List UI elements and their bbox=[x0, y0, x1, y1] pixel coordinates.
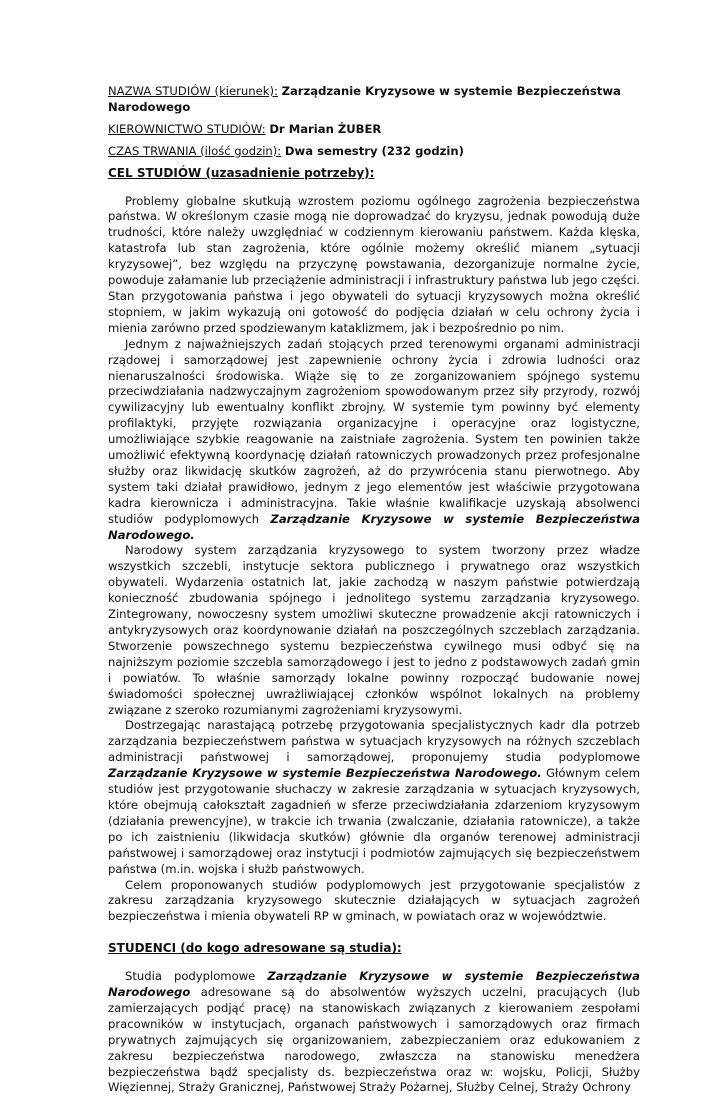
students-heading: STUDENCI (do kogo adresowane są studia): bbox=[108, 941, 402, 956]
goal-paragraph-2-text: Jednym z najważniejszych zadań stojących przed terenowymi organami administracji rządowej i samorządowej jest zapewnienie ochrony życia i zdrowia ludności oraz nienaruszalności środowiska. Wiąże się to ze zorganizowaniem spójnego systemu przeciwdziałania nadzwyczajnym zagrożeniom spowodowanym przez siły przyrody, rozwój cywilizacyjny lub ewentualny konflikt zbrojny. W systemie tym powinny być elementy profilaktyki, przyjęte rozwiązania organizacyjne i operacyjne oraz logistyczne, umożliwiające szybkie reagowanie na zaistniałe zagrożenia. System ten powinien także umożliwić efektywną koordynację działań ratowniczych prowadzonych przez profesjonalne służby oraz likwidację skutków zagrożeń, aż do przywrócenia stanu pierwotnego. Aby system taki działał prawidłowo, jednym z jego elementów jest właściwie przygotowana kadra kierownicza i administracyjna. Takie właśnie kwalifikacje uzyskają absolwenci studiów podyplomowych bbox=[108, 336, 640, 526]
students-paragraph-1-text-a: Studia podyplomowe bbox=[125, 969, 256, 984]
goal-paragraph-4-text-b: Głównym celem studiów jest przygotowanie słuchaczy w zakresie zarządzania w sytuacjach kryzysowych, które obejmują całokształt zagadnień w sferze przeciwdziałania zdarzeniom kryzysowym (działania prewencyjne), w trakcie ich trwania (zwalczanie, działania ratownicze), a także po ich zaistnieniu (likwidacja skutków) głównie dla organów terenowej administracji państwowej i samorządowej oraz instytucji i podmiotów zajmujących się bezpieczeństwem państwa (m.in. wojska i służb państwowych. bbox=[108, 766, 640, 876]
management-line bbox=[108, 122, 640, 138]
goal-paragraph-4-text-a: Dostrzegając narastającą potrzebę przygotowania specjalistycznych kadr dla potrzeb zarządzania bezpieczeństwem państwa w sytuacjach kryzysowych na różnych szczeblach administracji państwowej i samorządowej, proponujemy studia podyplomowe bbox=[108, 718, 640, 765]
section-gap bbox=[108, 925, 640, 937]
duration-value: Dwa semestry (232 godzin) bbox=[284, 143, 464, 158]
students-paragraph-1-text-b: adresowane są do absolwentów wyższych uczelni, pracujących (lub zamierzających podjąć pracę) na stanowiskach związanych z kierowaniem zespołami pracowników w instytucjach, organach państwowych i samorządowych oraz firmach prywatnych zajmujących się organizowaniem, zabezpieczaniem oraz edukowaniem z zakresu bezpieczeństwa narodowego, zwłaszcza na stanowisku menedżera bezpieczeństwa bądź specjalisty ds. bezpieczeństwa oraz w: wojsku, Policji, Służby Więziennej, Straży Granicznej, Państwowej Straży Pożarnej, Służby Celnej, Straży Ochrony bbox=[108, 985, 640, 1095]
goal-paragraph-4 bbox=[108, 718, 640, 877]
study-name-value: Zarządzanie Kryzysowe w systemie Bezpieczeństwa Narodowego bbox=[108, 84, 621, 114]
goal-paragraph-2-emphasis: Zarządzanie Kryzysowe w systemie Bezpieczeństwa Narodowego. bbox=[108, 511, 641, 542]
duration-line bbox=[108, 144, 640, 160]
document-page bbox=[108, 84, 640, 1096]
duration-label: CZAS TRWANIA (ilość godzin): bbox=[108, 143, 282, 158]
study-name-line bbox=[108, 84, 640, 116]
goal-paragraph-1: Problemy globalne skutkują wzrostem poziomu ogólnego zagrożenia bezpieczeństwa państwa. W określonym czasie mogą nie doprowadzać do kryzysu, jednak powodują duże trudności, które należy uwzględniać w codziennym kierowaniu państwem. Każda klęska, katastrofa lub stan zagrożenia, które ogólnie możemy określić mianem „sytuacji kryzysowej”, bez względu na przyczynę powstawania, dezorganizuje normalne życie, powoduje załamanie lub przeciążenie administracji i infrastruktury państwa lub jego części. Stan przygotowania państwa i jego obywateli do sytuacji kryzysowych można określić stopniem, w jakim wykazują oni gotowość do podjęcia działań w celu ochrony życia i mienia zarówno przed spodziewanym kataklizmem, jak i bezpośrednio po nim. bbox=[108, 193, 640, 335]
goal-paragraph-5: Celem proponowanych studiów podyplomowych jest przygotowanie specjalistów z zakresu zarządzania kryzysowego skutecznie działających w sytuacjach zagrożeń bezpieczeństwa i mienia obywateli RP w gminach, w powiatach oraz w województwie. bbox=[108, 877, 640, 924]
study-name-label: NAZWA STUDIÓW (kierunek): bbox=[108, 84, 278, 98]
students-paragraph-1-emphasis: Zarządzanie Kryzysowe w systemie Bezpieczeństwa Narodowego bbox=[108, 969, 640, 1000]
goal-paragraph-3: Narodowy system zarządzania kryzysowego to system tworzony przez władze wszystkich szczebli, instytucje sektora publicznego i prywatnego oraz wszystkich obywateli. Wydarzenia ostatnich lat, jakie zachodzą w naszym państwie potwierdzają konieczność zbudowania spójnego i jednolitego systemu zarządzania kryzysowego. Zintegrowany, nowoczesny system umożliwi skuteczne prowadzenie akcji ratowniczych i antykryzysowych oraz koordynowanie działań na poszczególnych szczeblach zarządzania. Stworzenie powszechnego systemu bezpieczeństwa cywilnego musi odbyć się na najniższym poziomie szczebla samorządowego i jest to jedno z podstawowych zadań gmin i powiatów. To właśnie samorządy lokalne powinny rozpocząć budowanie nowej świadomości społecznej uwrażliwiającej członków wspólnot lokalnych na problemy związane z szeroko rozumianymi zagrożeniami kryzysowymi. bbox=[108, 543, 640, 717]
students-paragraph-1 bbox=[108, 969, 640, 1096]
goal-heading: CEL STUDIÓW (uzasadnienie potrzeby): bbox=[108, 165, 375, 180]
goal-paragraph-2 bbox=[108, 337, 640, 544]
management-value: Dr Marian ŻUBER bbox=[269, 121, 382, 136]
goal-paragraph-4-emphasis: Zarządzanie Kryzysowe w systemie Bezpieczeństwa Narodowego. bbox=[108, 766, 542, 781]
management-label: KIEROWNICTWO STUDIÓW: bbox=[108, 121, 266, 136]
